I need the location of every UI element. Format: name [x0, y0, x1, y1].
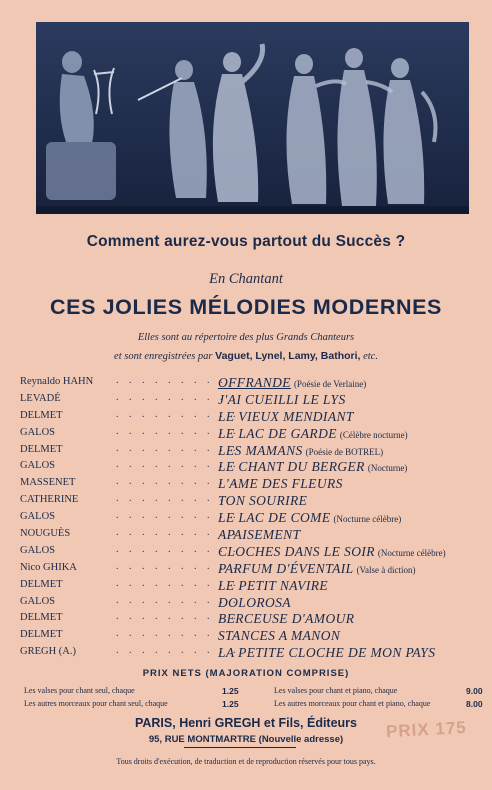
leader-dots: . . . . . . . . . .: [116, 442, 240, 454]
leader-dots: . . . . . . . . . .: [116, 527, 240, 539]
recorded-artists: Vaguet, Lynel, Lamy, Bathori,: [215, 350, 361, 362]
composer-name: GALOS: [20, 544, 56, 556]
song-row: [20, 409, 480, 426]
song-title-text: OFFRANDE: [218, 375, 291, 390]
composer-name: DELMET: [20, 578, 63, 590]
en-chantant-caption: En Chantant: [209, 271, 283, 287]
song-title: [218, 426, 408, 442]
leader-dots: . . . . . . . . . .: [116, 510, 240, 522]
song-row: [20, 645, 480, 662]
leader-dots: . . . . . . . . . .: [116, 577, 240, 589]
leader-dots: . . . . . . . . . .: [116, 645, 240, 657]
leader-dots: . . . . . . . . . .: [116, 611, 240, 623]
composer-name: GALOS: [20, 511, 56, 523]
song-title-text: CLOCHES DANS LE SOIR: [218, 543, 375, 559]
song-title-text: STANCES A MANON: [218, 628, 341, 644]
song-title: [218, 443, 383, 459]
song-row: [20, 426, 480, 443]
song-title: [218, 628, 343, 644]
song-title: [218, 409, 357, 425]
repertoire-line: Elles sont au répertoire des plus Grands Chanteurs: [137, 332, 355, 343]
song-title-text: LE PETIT NAVIRE: [218, 577, 329, 593]
song-title: [218, 476, 346, 492]
song-title-text: L'AME DES FLEURS: [218, 476, 343, 492]
relief-illustration: [36, 22, 469, 214]
leader-dots: . . . . . . . . . .: [116, 375, 240, 386]
composer-name: DELMET: [20, 409, 63, 421]
song-title: [218, 595, 294, 611]
main-title: CES JOLIES MÉLODIES MODERNES: [50, 295, 442, 319]
song-note: (Célèbre nocturne): [339, 429, 408, 440]
song-row: [20, 544, 480, 561]
leader-dots: . . . . . . . . . .: [116, 560, 240, 572]
leader-dots: . . . . . . . . . .: [116, 391, 240, 403]
song-title-text: APAISEMENT: [218, 527, 301, 543]
song-row: [20, 392, 480, 409]
song-title-text: BERCEUSE D'AMOUR: [218, 611, 355, 627]
leader-dots: . . . . . . . . . .: [116, 493, 240, 505]
song-title-text: LE CHANT DU BERGER: [218, 459, 365, 475]
classical-relief-image: [36, 22, 469, 214]
song-row: [20, 595, 480, 612]
song-note: (Valse à diction): [356, 564, 416, 575]
leader-dots: . . . . . . . . . .: [116, 459, 240, 471]
leader-dots: . . . . . . . . . .: [116, 425, 240, 437]
song-row: [20, 493, 480, 510]
song-note: (Poésie de Verlaine): [293, 379, 367, 389]
song-title: [218, 392, 349, 408]
song-title-text: PARFUM D'ÉVENTAIL: [218, 560, 354, 576]
publisher-line: PARIS, Henri GREGH et Fils, Éditeurs: [134, 716, 358, 730]
song-title-text: LA PETITE CLOCHE DE MON PAYS: [218, 645, 436, 661]
leader-dots: . . . . . . . . . .: [116, 628, 240, 640]
song-note: (Nocturne célèbre): [377, 547, 446, 558]
composer-name: DELMET: [20, 443, 63, 455]
price-label: Les valses pour chant seul, chaque: [24, 686, 135, 695]
leader-dots: . . . . . . . . . .: [116, 408, 240, 420]
song-row: [20, 527, 480, 544]
prices-heading: PRIX NETS (MAJORATION COMPRISE): [142, 668, 350, 679]
song-title: [218, 493, 310, 509]
song-note: (Nocturne célèbre): [333, 514, 402, 525]
rights-notice: Tous droits d'exécution, de traduction et de reproduction réservés pour tous pays.: [116, 757, 376, 766]
price-label: Les autres morceaux pour chant seul, chaque: [24, 699, 168, 708]
recorded-by-line: [0, 350, 492, 362]
composer-name: GALOS: [20, 595, 56, 607]
recorded-suffix: etc.: [363, 351, 378, 362]
composer-name: CATHERINE: [20, 494, 79, 506]
song-row: [20, 375, 480, 392]
song-title: [218, 544, 446, 560]
composer-name: GREGH (A.): [20, 646, 76, 658]
song-row: [20, 510, 480, 527]
composer-name: MASSENET: [20, 477, 76, 489]
song-title-text: J'AI CUEILLI LE LYS: [218, 391, 346, 407]
price-value: 9.00: [466, 686, 483, 696]
song-list: [20, 375, 480, 662]
composer-name: NOUGUÈS: [20, 528, 71, 540]
song-title: [218, 459, 407, 475]
song-note: (Nocturne): [367, 463, 408, 474]
song-title-text: LE LAC DE GARDE: [218, 425, 337, 441]
song-title-text: LE LAC DE COME: [218, 510, 331, 526]
song-row: [20, 476, 480, 493]
price-value: 1.25: [222, 699, 239, 709]
song-row: [20, 578, 480, 595]
street-address: 95, RUE MONTMARTRE: [148, 734, 257, 745]
song-title-text: TON SOURIRE: [218, 493, 308, 509]
composer-name: DELMET: [20, 612, 63, 624]
headline: Comment aurez-vous partout du Succès ?: [86, 233, 406, 250]
address-note: (Nouvelle adresse): [258, 734, 344, 745]
leader-dots: . . . . . . . . . .: [116, 594, 240, 606]
composer-name: DELMET: [20, 629, 63, 641]
song-title-text: LE VIEUX MENDIANT: [218, 408, 354, 424]
composer-name: GALOS: [20, 460, 56, 472]
price-value: 8.00: [466, 699, 483, 709]
song-title: [218, 578, 331, 594]
song-row: [20, 628, 480, 645]
composer-name: LEVADÉ: [20, 392, 61, 404]
composer-name: GALOS: [20, 426, 56, 438]
song-title: [218, 375, 366, 391]
song-title-text: LES MAMANS: [218, 442, 303, 458]
price-label: Les valses pour chant et piano, chaque: [274, 686, 398, 695]
composer-name: Reynaldo HAHN: [20, 376, 94, 387]
leader-dots: . . . . . . . . . .: [116, 476, 240, 488]
song-row: [20, 459, 480, 476]
song-title: [218, 561, 416, 577]
leader-dots: . . . . . . . . . .: [116, 543, 240, 555]
address-underline: [184, 747, 296, 748]
song-row: [20, 561, 480, 578]
song-row: [20, 443, 480, 460]
composer-name: Nico GHIKA: [20, 561, 77, 573]
price-value: 1.25: [222, 686, 239, 696]
song-title: [218, 510, 401, 526]
recorded-prefix: et sont enregistrées par: [114, 351, 213, 362]
song-title: [218, 527, 304, 543]
song-note: (Poésie de BOTREL): [305, 446, 384, 457]
price-stamp: PRIX 175: [385, 717, 468, 742]
price-label: Les autres morceaux pour chant et piano, chaque: [274, 699, 431, 708]
song-row: [20, 611, 480, 628]
song-title: [218, 645, 438, 661]
song-title: [218, 611, 357, 627]
song-title-text: DOLOROSA: [218, 594, 291, 610]
